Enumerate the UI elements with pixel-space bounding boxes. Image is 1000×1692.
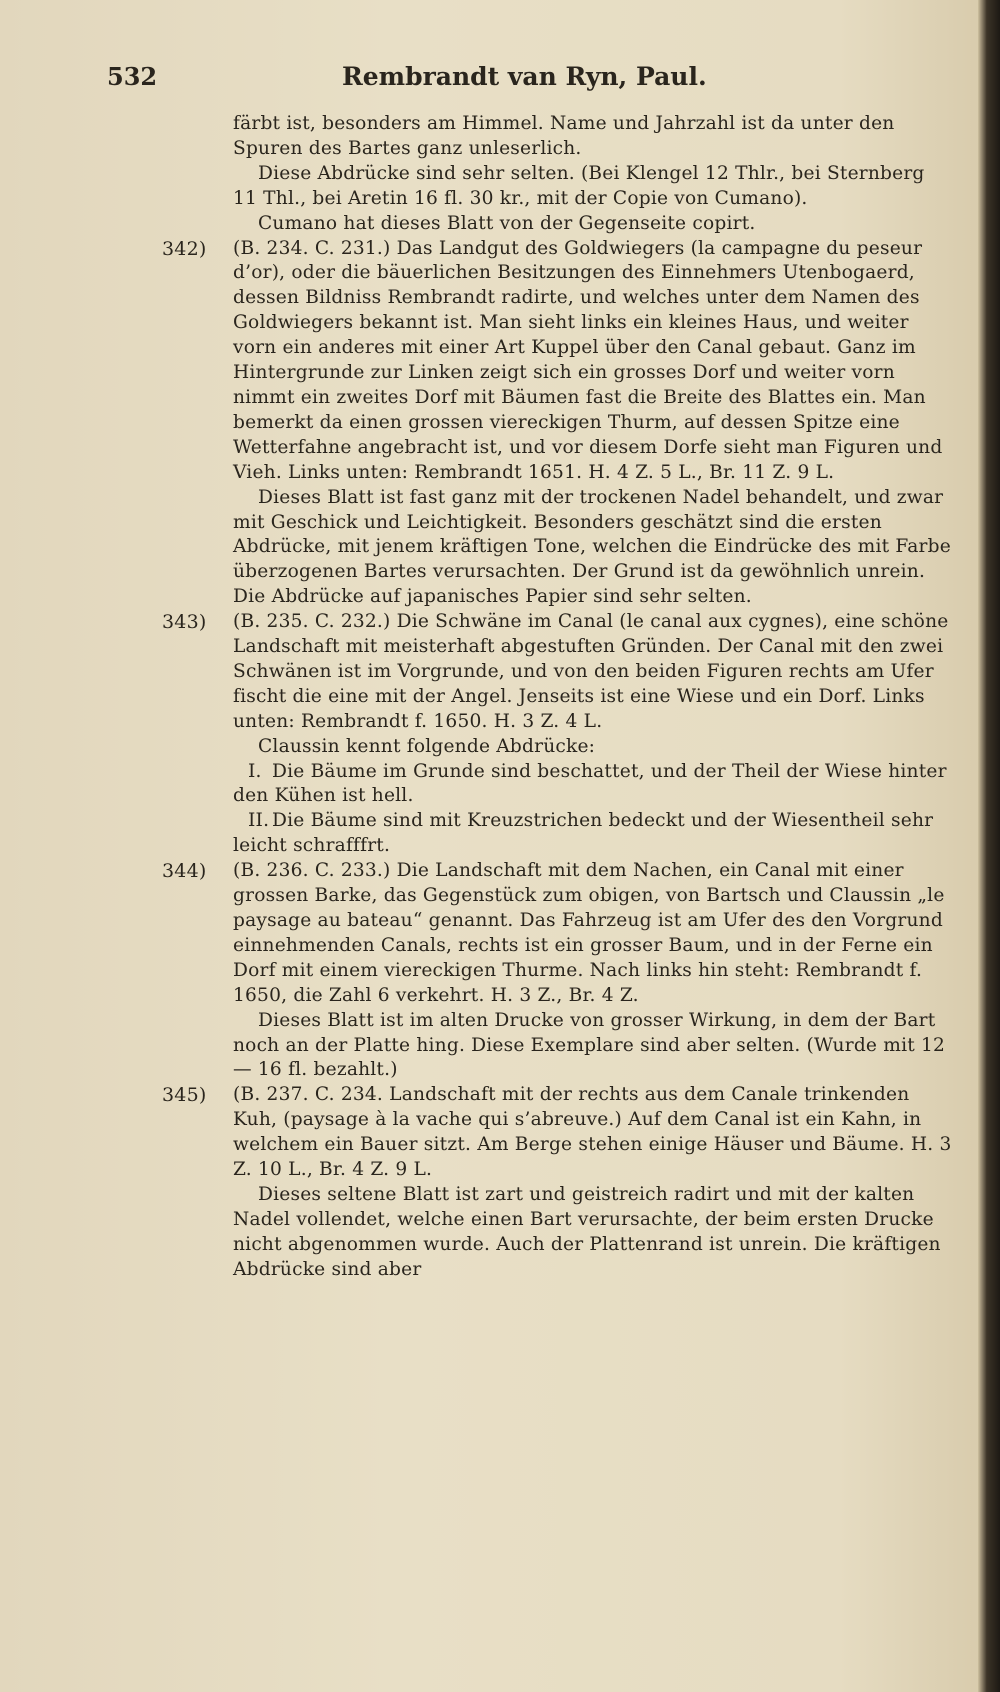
entry-note: Dieses Blatt ist fast ganz mit der trockenen Nadel behandelt, und zwar mit Geschick und Leichtigkeit. Besonders geschätzt sind die ersten Abdrücke, mit jenem kräftigen Tone, welchen die Eindrücke des mit Farbe überzogenen Bartes verursachten. Der Grund ist da gewöhnlich unrein. Die Abdrücke auf japanisches Papier sind sehr selten. bbox=[233, 486, 951, 608]
entry-number: 344) bbox=[162, 860, 207, 883]
state-text: Die Bäume sind mit Kreuzstrichen bedeckt und der Wiesentheil sehr leicht schrafffrt. bbox=[233, 810, 934, 857]
entry-note: Dieses seltene Blatt ist zart und geistreich radirt und mit der kalten Nadel vollendet, welche einen Bart verursachte, der beim ersten Drucke nicht abgenommen wurde. Auch der Plattenrand ist unrein. Die kräftigen Abdrücke sind aber bbox=[233, 1183, 941, 1280]
entry-343 bbox=[162, 610, 952, 859]
state-text: Die Bäume im Grunde sind beschattet, und der Theil der Wiese hinter den Kühen ist hell. bbox=[233, 760, 947, 807]
intro-copy: Cumano hat dieses Blatt von der Gegenseite copirt. bbox=[258, 212, 756, 234]
entry-number: 342) bbox=[162, 237, 207, 260]
intro-text: färbt ist, besonders am Himmel. Name und Jahrzahl ist da unter den Spuren des Bartes ganz unleserlich. bbox=[233, 113, 895, 159]
state-item bbox=[162, 809, 952, 859]
entry-345 bbox=[162, 1083, 952, 1282]
entry-text: (B. 237. C. 234. Landschaft mit der rechts aus dem Canale trinkenden Kuh, (paysage à la vache qui s’abreuve.) Auf dem Canal ist ein Kahn, in welchem ein Bauer sitzt. Am Berge stehen einige Häuser und Bäume. H. 3 Z. 10 L., Br. 4 Z. 9 L. bbox=[233, 1084, 952, 1181]
page-edge bbox=[978, 0, 1000, 1692]
state-roman: I. bbox=[248, 760, 262, 782]
state-roman: II. bbox=[248, 810, 270, 832]
entry-text: (B. 235. C. 232.) Die Schwäne im Canal (le canal aux cygnes), eine schöne Landschaft mit meisterhaft abgestuften Gründen. Der Canal mit den zwei Schwänen ist im Vorgrunde, und von den beiden Figuren rechts am Ufer fischt die eine mit der Angel. Jenseits ist eine Wiese und ein Dorf. Links unten: Rembrandt f. 1650. H. 3 Z. 4 L. bbox=[233, 611, 949, 732]
state-item bbox=[162, 760, 952, 810]
entry-344 bbox=[162, 859, 952, 1083]
page-body bbox=[162, 112, 952, 1283]
entry-342 bbox=[162, 237, 952, 611]
entry-number: 343) bbox=[162, 611, 207, 634]
entry-text: (B. 234. C. 231.) Das Landgut des Goldwiegers (la campagne du peseur d’or), oder die bäuerlichen Besitzungen des Einnehmers Utenbogaerd, dessen Bildniss Rembrandt radirte, und welches unter dem Namen des Goldwiegers bekannt ist. Man sieht links ein kleines Haus, und weiter vorn ein anderes mit einer Art Kuppel über den Canal gebaut. Ganz im Hintergrunde zur Linken zeigt sich ein grosses Dorf und weiter vorn nimmt ein zweites Dorf mit Bäumen fast die Breite des Blattes ein. Man bemerkt da einen grossen viereckigen Thurm, auf dessen Spitze eine Wetterfahne angebracht ist, und vor diesem Dorfe sieht man Figuren und Vieh. Links unten: Rembrandt 1651. H. 4 Z. 5 L., Br. 11 Z. 9 L. bbox=[233, 237, 943, 483]
entry-number: 345) bbox=[162, 1084, 207, 1107]
entry-note: Claussin kennt folgende Abdrücke: bbox=[258, 735, 596, 757]
running-title: Rembrandt van Ryn, Paul. bbox=[342, 62, 707, 91]
page-header bbox=[107, 62, 937, 102]
intro-rarity: Diese Abdrücke sind sehr selten. (Bei Klengel 12 Thlr., bei Sternberg 11 Thl., bei Aretin 16 fl. 30 kr., mit der Copie von Cumano). bbox=[233, 162, 925, 209]
entry-text: (B. 236. C. 233.) Die Landschaft mit dem Nachen, ein Canal mit einer grossen Barke, das Gegenstück zum obigen, von Bartsch und Claussin „le paysage au bateau“ genannt. Das Fahrzeug ist am Ufer des den Vorgrund einnehmenden Canals, rechts ist ein grosser Baum, und in der Ferne ein Dorf mit einem viereckigen Thurme. Nach links hin steht: Rembrandt f. 1650, die Zahl 6 verkehrt. H. 3 Z., Br. 4 Z. bbox=[233, 860, 945, 1006]
page-number: 532 bbox=[107, 62, 158, 91]
entry-note: Dieses Blatt ist im alten Drucke von grosser Wirkung, in dem der Bart noch an der Platte hing. Diese Exemplare sind aber selten. (Wurde mit 12 — 16 fl. bezahlt.) bbox=[233, 1009, 946, 1081]
